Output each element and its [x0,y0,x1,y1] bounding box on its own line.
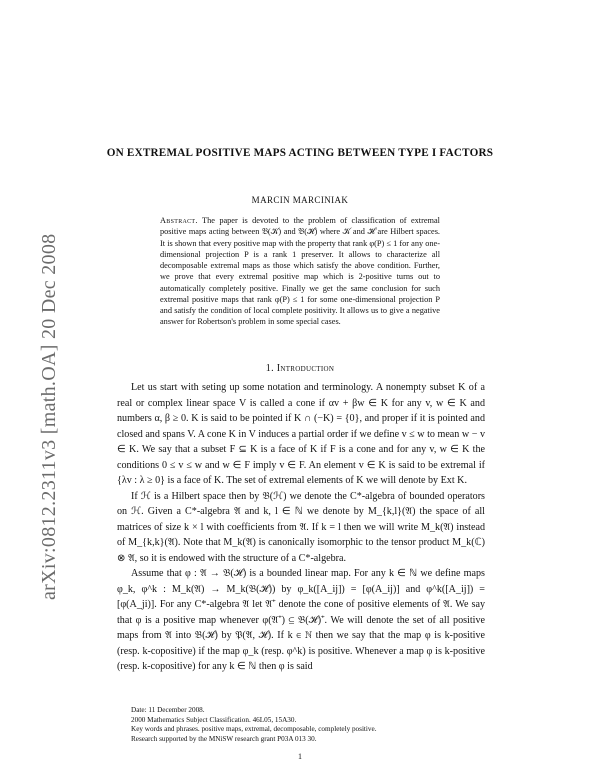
abstract-label: Abstract. [160,216,198,225]
paper-author: MARCIN MARCINIAK [251,195,349,205]
abstract-text: The paper is devoted to the problem of classification of extremal positive maps acting between 𝔅(𝒦) and 𝔅(ℋ) where 𝒦 and ℋ are Hilbert spaces. It is shown that every positive map with the property that rank φ(P) ≤ 1 for any one-dimensional projection P is a rank 1 preserver. It allows to characterize all decomposable extremal maps as those which satisfy the above condition. Further, we prove that every extremal positive map which is 2-positive turns out to automatically completely positive. Finally we get the same conclusion for such extremal positive maps that rank φ(P) ≤ 1 for some one-dimensional projection P and satisfy the condition of local complete positivity. It allows us to give a negative answer for Robertson's problem in some special cases. [160,216,440,327]
abstract [160,215,440,328]
paragraph: Assume that φ : 𝔄 → 𝔅(ℋ) is a bounded linear map. For any k ∈ ℕ we define maps φ_k, φ^k : M_k(𝔄) → M_k(𝔅(ℋ)) by φ_k([A_ij]) = [φ(A_ij)] and φ^k([A_ij]) = [φ(A_ji)]. For any C*-algebra 𝔄 let 𝔄⁺ denote the cone of positive elements of 𝔄. We say that φ is a positive map whenever φ(𝔄⁺) ⊆ 𝔅(ℋ)⁺. We will denote the set of all positive maps from 𝔄 into 𝔅(ℋ) by 𝔓(𝔄, ℋ). If k ∈ ℕ then we say that the map φ is k-positive (resp. k-copositive) if the map φ_k (resp. φ^k) is positive. Whenever a map φ is k-positive (resp. k-copositive) for any k ∈ ℕ then φ is said [117,568,485,672]
page-number: 1 [298,752,302,761]
footnote-keywords: Key words and phrases. positive maps, extremal, decomposable, completely positive. [131,725,377,734]
section-number: 1. [265,363,274,374]
arxiv-identifier: arXiv:0812.2311v3 [math.OA] 20 Dec 2008 [38,233,60,600]
footnote-date: Date: 11 December 2008. [131,706,205,714]
footnote-funding: Research supported by the MNiSW research grant P03A 013 30. [131,734,317,743]
paragraph: Let us start with seting up some notation and terminology. A nonempty subset K of a real or complex linear space V is called a cone if αv + βw ∈ K for any v, w ∈ K and numbers α, β ≥ 0. K is said to be pointed if K ∩ (−K) = {0}, and proper if it is pointed and closed and spans V. A cone K in V induces a partial order if we define v ≤ w to mean w − v ∈ K. We say that a subset F ⊆ K is a face of K if F is a cone and for any v, w ∈ K the conditions 0 ≤ v ≤ w and w ∈ F imply v ∈ F. An element v ∈ K is said to be extremal if {λv : λ ≥ 0} is a face of K. The set of extremal elements of K we will denote by Ext K. [117,382,485,486]
section-name: Introduction [276,363,335,374]
section-body [117,380,485,675]
paragraph: If ℋ is a Hilbert space then by 𝔅(ℋ) we denote the C*-algebra of bounded operators on ℋ. Given a C*-algebra 𝔄 and k, l ∈ ℕ we denote by M_{k,l}(𝔄) the space of all matrices of size k × l with coefficients from 𝔄. If k = l then we will write M_k(𝔄) instead of M_{k,k}(𝔄). Note that M_k(𝔄) is canonically isomorphic to the tensor product M_k(ℂ) ⊗ 𝔄, so it is endowed with the structure of a C*-algebra. [117,490,485,564]
footnotes [117,706,485,744]
section-heading [100,363,500,374]
footnote-msc: 2000 Mathematics Subject Classification. 46L05, 15A30. [131,715,297,724]
paper-title: ON EXTREMAL POSITIVE MAPS ACTING BETWEEN TYPE I FACTORS [106,147,494,159]
